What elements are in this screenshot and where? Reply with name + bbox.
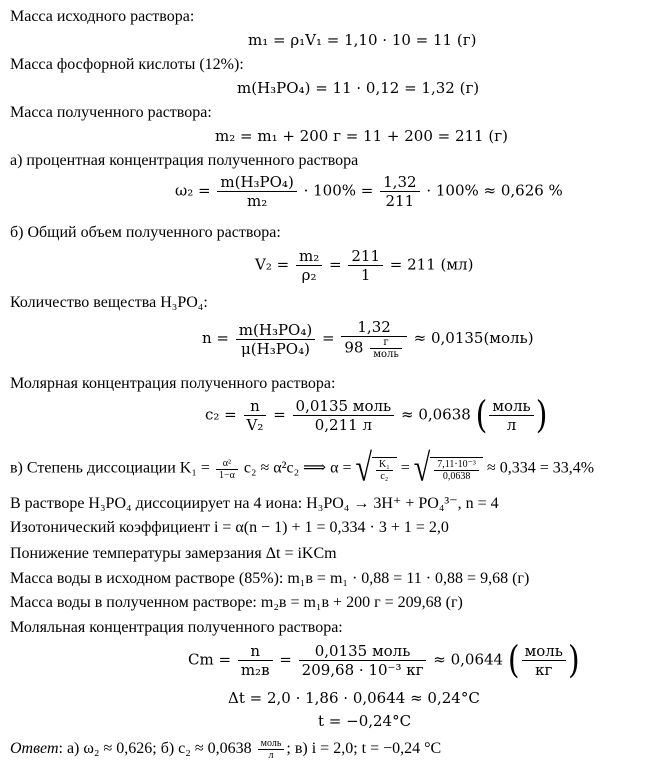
v2-lhs: V₂ =	[255, 255, 290, 274]
text-line-10: Изотонический коэффициент i = α(n − 1) + 1 = 0,334 · 3 + 1 = 2,0	[10, 519, 449, 536]
omega-lhs: ω₂ =	[175, 181, 211, 200]
text-line-4: а) процентная концентрация полученного раствора	[10, 152, 359, 169]
formula-v2	[255, 247, 473, 284]
v2-frac-1: $\frac{\text{m₂}}{\text{ρ₂}}$	[296, 247, 322, 284]
v2-frac-2: $\frac{211}{1}$	[348, 247, 383, 284]
formula-m-acid: m(H₃PO₄) = 11 · 0,12 = 1,32 (г)	[237, 79, 480, 97]
answer-part-a: : а) ω₂ ≈ 0,626; б) c₂ ≈ 0,0638	[58, 740, 252, 758]
formula-c2: c₂ = $\frac{n}{\text{V₂}}$ = $\frac{\text{0,0135 моль}}{0,211 л}$ ≈ 0,0638 ( $\frac{\text{моль}}{л}$ )	[205, 393, 548, 437]
cm-eq: =	[279, 650, 292, 669]
text-line-7: Молярная концентрация полученного раствора:	[10, 375, 336, 392]
text-line-11: Понижение температуры замерзания Δt = iKCm	[10, 545, 337, 562]
dissociation-pre: в) Степень диссоциации K₁ =	[10, 459, 210, 477]
text-line-1: Масса исходного раствора:	[10, 8, 195, 25]
formula-cm: Cm = $\frac{n}{\text{m₂в}}$ = $\frac{\text{0,0135 моль}}{\text{209,68 · 10⁻³ кг}}$ ≈ 0,0644 ( $\frac{\text{моль}}{кг}$ )	[188, 638, 580, 682]
answer-label: Ответ	[10, 740, 59, 758]
dissociation-eq: =	[400, 459, 410, 477]
omega-frac-2: $\frac{1,32}{211}$	[380, 173, 419, 210]
text-line-5: б) Общий объем полученного раствора:	[10, 224, 281, 241]
c2-eq: =	[273, 405, 286, 424]
text-line-12: Масса воды в исходном растворе (85%): m₁в = m₁ · 0,88 = 11 · 0,88 = 9,68 (г)	[10, 570, 530, 587]
omega-mid: · 100% =	[303, 181, 374, 200]
formula-t: t = −0,24°C	[318, 712, 412, 730]
dissociation-rhs: ≈ 0,334 = 33,4%	[486, 459, 595, 477]
n-eq: =	[322, 329, 335, 347]
cm-frac-2: $\frac{\text{0,0135 моль}}{\text{209,68 · 10⁻³ кг}}$	[299, 642, 427, 679]
alpha-frac: $\frac{\text{α²}}{1-\alpha}$	[216, 458, 238, 481]
v2-rhs: = 211 (мл)	[389, 255, 474, 274]
text-line-3: Масса полученного раствора:	[10, 104, 212, 121]
cm-frac-1: $\frac{n}{\text{m₂в}}$	[238, 642, 273, 679]
n-lhs: n =	[202, 329, 229, 347]
c2-lhs: c₂ =	[205, 405, 237, 424]
answer-unit: $\frac{\text{моль}}{л}$	[258, 738, 285, 761]
n-rhs: ≈ 0,0135(моль)	[413, 329, 534, 347]
k-over-c: $\frac{\text{K₁}}{\text{c₂}}$	[376, 459, 393, 482]
dissociation-mid: c₂ ≈ α²c₂ ⟹ α =	[243, 459, 352, 477]
formula-omega	[175, 173, 563, 210]
n-frac-1: $\frac{\text{m(H₃PO₄)}}{\text{μ(H₃PO₄)}}$	[236, 321, 315, 358]
answer-part-b: ; в) i = 2,0; t = −0,24 °C	[286, 740, 442, 758]
c2-frac-2: $\frac{\text{0,0135 моль}}{0,211 л}$	[293, 397, 395, 434]
text-line-2: Масса фосфорной кислоты (12%):	[10, 56, 244, 73]
formula-delta-t: Δt = 2,0 · 1,86 · 0,0644 ≈ 0,24°C	[228, 689, 480, 707]
text-line-8: в) Степень диссоциации K₁ = $\frac{\text{α²}}{1-\alpha}$ c₂ ≈ α²c₂ ⟹ α = √ $\frac{\text{K₁}}{\text{c₂}}$ = √ $\frac{\text{7,11·10⁻³}}{0,0638}$ ≈ 0,334 = 33,4%	[10, 446, 595, 490]
v2-eq: =	[329, 255, 342, 274]
answer-line	[10, 738, 441, 761]
text-line-13: Масса воды в полученном растворе: m₂в = m₁в + 200 г = 209,68 (г)	[10, 594, 463, 611]
text-line-6: Количество вещества H₃PO₄:	[10, 294, 208, 311]
omega-rhs: · 100% ≈ 0,626 %	[426, 181, 563, 200]
formula-m2: m₂ = m₁ + 200 г = 11 + 200 = 211 (г)	[215, 127, 508, 145]
c2-frac-1: $\frac{n}{\text{V₂}}$	[244, 397, 267, 434]
omega-frac-1: $\frac{\text{m(H₃PO₄)}}{\text{m₂}}$	[217, 173, 296, 210]
cm-rhs: ≈ 0,0644	[433, 650, 504, 669]
text-line-9: В растворе H₃PO₄ диссоциирует на 4 иона: H₃PO₄ → 3H⁺ + PO₄³⁻, n = 4	[10, 495, 499, 512]
cm-unit: $\frac{\text{моль}}{кг}$	[522, 642, 566, 679]
formula-n	[202, 318, 534, 360]
c2-rhs: ≈ 0,0638	[400, 405, 471, 424]
n-frac-2: 1,32 98 $\frac{г}{\text{моль}}$	[341, 318, 406, 360]
formula-m1: m₁ = ρ₁V₁ = 1,10 · 10 = 11 (г)	[248, 31, 477, 49]
c2-unit: $\frac{\text{моль}}{л}$	[489, 397, 533, 434]
cm-lhs: Cm =	[188, 650, 232, 669]
text-line-14: Моляльная концентрация полученного раствора:	[10, 619, 343, 636]
value-frac: $\frac{\text{7,11·10⁻³}}{0,0638}$	[434, 459, 479, 482]
